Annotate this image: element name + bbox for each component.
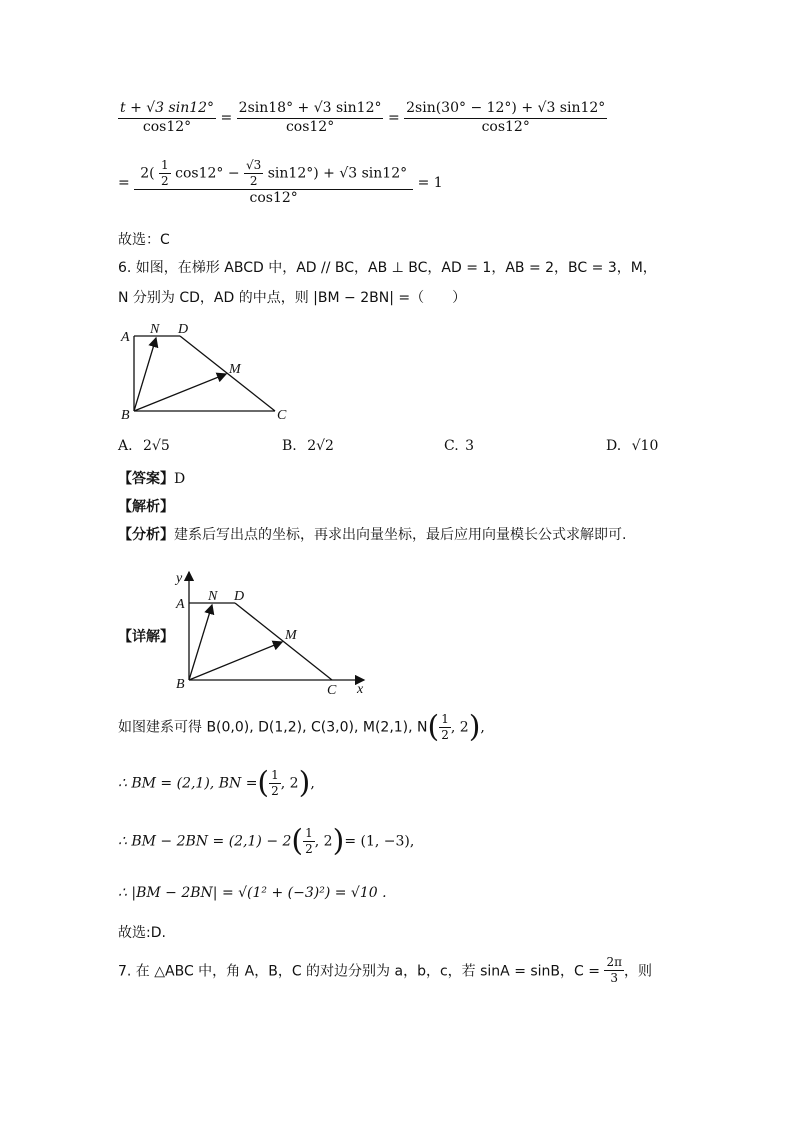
label-D: D xyxy=(178,322,189,337)
fraction-1-numerator: t + √3 sin12° xyxy=(118,100,216,119)
option-B-value: 2√2 xyxy=(307,438,334,454)
label-A: A xyxy=(121,330,130,345)
equation-line-2: = 2( $\frac{1}{2}$ cos12° − $\frac{√3}{2}$ sin12°) + √3 sin12° cos12° = 1 xyxy=(118,158,443,206)
coords-N-fraction xyxy=(439,712,451,743)
equals-sign: = xyxy=(220,110,237,126)
q7-frac-num: 2π xyxy=(606,955,622,969)
question-7-text: 7. 在 △ABC 中，角 A，B，C 的对边分别为 a，b，c，若 sinA = sinB，C = xyxy=(118,963,600,980)
fraction-1 xyxy=(118,100,216,136)
vector-line-a-text: ∴ BM = (2,1), BN = xyxy=(118,775,258,792)
final-answer: 故选:D. xyxy=(118,925,166,941)
vec-a-num: 1 xyxy=(271,768,279,782)
option-D-key: D. xyxy=(606,438,622,454)
question-7-tail: ，则 xyxy=(623,963,652,980)
option-B-key: B. xyxy=(282,438,297,454)
fraction-3-denominator: cos12° xyxy=(481,118,530,135)
coordinate-diagram xyxy=(172,566,372,698)
label-x: x xyxy=(357,682,364,697)
label-A: A xyxy=(176,597,185,612)
fraction-2-denominator: cos12° xyxy=(285,118,335,135)
q7-fraction xyxy=(604,955,624,986)
side-DC xyxy=(180,336,275,411)
fraction-2-numerator: 2sin18° + √3 sin12° xyxy=(237,100,384,119)
vector-line-b: ∴ BM − 2BN = (2,1) − 2( $\frac{1}{2}$ , 2)= (1, −3), xyxy=(118,823,415,859)
option-D-value: √10 xyxy=(631,438,659,454)
vec-a-den: 2 xyxy=(271,784,279,798)
vector-BN xyxy=(189,605,212,680)
fraction-2 xyxy=(237,100,384,136)
question-6-line-1: 6. 如图，在梯形 ABCD 中，AD // BC，AB ⊥ BC，AD = 1，AB = 2，BC = 3，M， xyxy=(118,260,657,276)
option-A-value: 2√5 xyxy=(143,438,170,454)
answer-value: D xyxy=(174,471,186,487)
option-C-key: C. xyxy=(444,438,459,454)
fraction-3-numerator: 2sin(30° − 12°) + √3 sin12° xyxy=(404,100,607,119)
vector-line-b-text: ∴ BM − 2BN = (2,1) − 2 xyxy=(118,833,292,850)
label-N: N xyxy=(150,322,160,337)
eq2-sin-part: sin12°) + √3 sin12° xyxy=(267,165,408,182)
eq2-result: = 1 xyxy=(417,174,443,191)
label-B: B xyxy=(176,677,185,692)
half-den: 2 xyxy=(161,174,169,188)
option-B[interactable] xyxy=(282,438,334,454)
label-N: N xyxy=(208,589,218,604)
vector-line-a: ∴ BM = (2,1), BN =( $\frac{1}{2}$ , 2), xyxy=(118,765,315,801)
answer-line xyxy=(118,468,185,488)
equation-line-1 xyxy=(118,100,607,136)
vector-line-b-tail: = (1, −3), xyxy=(344,833,415,850)
label-D: D xyxy=(234,589,245,604)
fenxi-tag: 【分析】 xyxy=(118,527,174,543)
fraction-3 xyxy=(404,100,607,136)
label-y: y xyxy=(176,571,183,586)
vec-b-den: 2 xyxy=(305,842,313,856)
option-A[interactable] xyxy=(118,438,170,454)
previous-answer: 故选：C xyxy=(118,232,170,248)
fraction-big-numerator xyxy=(134,158,413,190)
half-fraction xyxy=(159,158,171,189)
coords-N-den: 2 xyxy=(441,728,449,742)
equals-sign: = xyxy=(387,110,405,126)
option-A-key: A. xyxy=(118,438,133,454)
half-num: 1 xyxy=(161,158,169,172)
trapezoid-diagram xyxy=(118,318,298,428)
question-6-line-2: N 分别为 CD，AD 的中点，则 |BM − 2BN| =（ ） xyxy=(118,290,467,306)
question-7 xyxy=(118,955,652,986)
label-C: C xyxy=(277,408,287,423)
option-C-value: 3 xyxy=(465,438,475,454)
sqrt3-fraction xyxy=(244,158,263,189)
side-DC xyxy=(235,603,332,680)
label-C: C xyxy=(327,683,337,698)
answer-tag: 【答案】 xyxy=(118,471,174,487)
label-B: B xyxy=(121,408,130,423)
coords-line: 如图建系可得 B(0,0), D(1,2), C(3,0), M(2,1), N( $\frac{1}{2}$ , 2), xyxy=(118,709,485,745)
option-C[interactable] xyxy=(444,438,474,454)
q7-frac-den: 3 xyxy=(610,971,619,985)
vec-b-fraction xyxy=(303,826,315,857)
vector-BN xyxy=(134,338,156,411)
vec-a-fraction xyxy=(269,768,281,799)
vec-b-num: 1 xyxy=(305,826,313,840)
label-M: M xyxy=(285,628,297,643)
label-M: M xyxy=(229,362,241,377)
coords-text: 如图建系可得 B(0,0), D(1,2), C(3,0), M(2,1), N xyxy=(118,719,428,736)
detail-tag: 【详解】 xyxy=(118,629,174,645)
sqrt3-num: √3 xyxy=(246,158,262,172)
vector-BM xyxy=(189,642,282,680)
eq2-cos-part: cos12° − xyxy=(175,165,240,182)
fraction-1-denominator: cos12° xyxy=(142,118,192,135)
modulus-line: ∴ |BM − 2BN| = √(1² + (−3)²) = √10 . xyxy=(118,885,387,901)
analysis-tag: 【解析】 xyxy=(118,499,174,515)
fraction-big xyxy=(134,158,413,208)
analysis-line xyxy=(118,524,626,544)
coords-N-num: 1 xyxy=(441,712,449,726)
vector-BM xyxy=(134,374,226,411)
fraction-big-denominator: cos12° xyxy=(249,190,298,206)
option-D[interactable] xyxy=(606,438,658,454)
eq2-lead: 2( xyxy=(140,165,155,182)
fenxi-text: 建系后写出点的坐标，再求出向量坐标，最后应用向量模长公式求解即可. xyxy=(174,527,627,543)
sqrt3-den: 2 xyxy=(249,174,258,188)
